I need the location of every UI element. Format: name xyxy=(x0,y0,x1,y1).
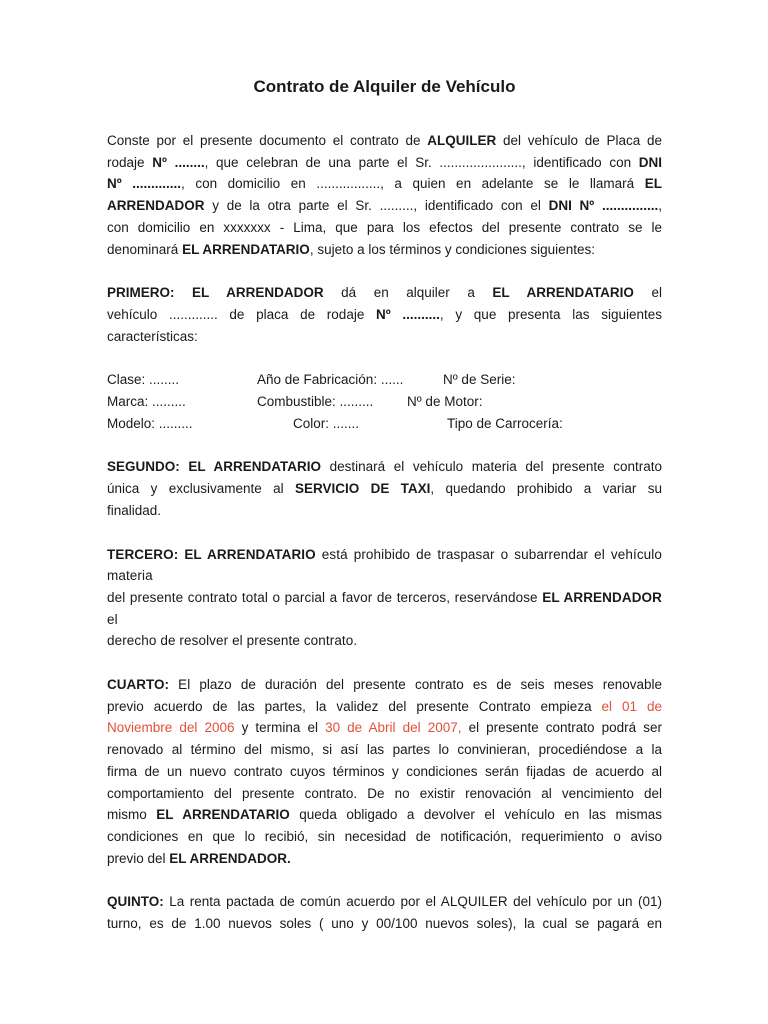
text-line: derecho de resolver el presente contrato. xyxy=(107,633,358,649)
text-line: del presente contrato total o parcial a favor de terceros, reservándose EL ARRENDADOR el xyxy=(107,589,662,627)
vehicle-specs-row xyxy=(107,413,662,435)
text-line: Conste por el presente documento el contrato de ALQUILER del vehículo de Placa de xyxy=(107,133,663,148)
text-line: turno, es de 1.00 nuevos soles ( uno y 00/100 nuevos soles), la cual se pagará en xyxy=(107,916,662,932)
text-line: firma de un nuevo contrato cuyos términos y condiciones serán fijadas de acuerdo al xyxy=(107,763,662,779)
text-line: renovado al término del mismo, si así las partes lo convinieran, procediéndose a la xyxy=(107,742,662,758)
spec-marca: Marca: ......... xyxy=(107,394,186,410)
vehicle-specs-table xyxy=(107,369,662,434)
spec-numero-serie: Nº de Serie: xyxy=(443,372,516,388)
spec-modelo: Modelo: ......... xyxy=(107,415,193,431)
text-line: finalidad. xyxy=(107,502,162,518)
spec-numero-motor: Nº de Motor: xyxy=(407,394,483,410)
vehicle-specs-row xyxy=(107,369,662,391)
text-line: rodaje Nº ........, que celebran de una parte el Sr. ......................, identificado con DNI xyxy=(107,154,663,170)
vehicle-specs-row xyxy=(107,391,662,413)
text-line: previo del EL ARRENDADOR. xyxy=(107,850,291,866)
text-line: con domicilio en xxxxxxx - Lima, que para los efectos del presente contrato se le xyxy=(107,219,662,235)
spec-clase: Clase: ........ xyxy=(107,372,180,388)
text-line: Noviembre del 2006 y termina el 30 de Abril del 2007, el presente contrato podrá ser xyxy=(107,720,662,736)
text-line: TERCERO: EL ARRENDATARIO está prohibido de traspasar o subarrendar el vehículo materia xyxy=(107,546,662,584)
text-line: CUARTO: El plazo de duración del presente contrato es de seis meses renovable xyxy=(107,677,662,693)
text-line: ARRENDADOR y de la otra parte el Sr. ........., identificado con el DNI Nº ..............., xyxy=(107,198,662,214)
spec-tipo-carroceria: Tipo de Carrocería: xyxy=(447,415,563,431)
spec-combustible: Combustible: ......... xyxy=(257,394,374,410)
clause-tercero xyxy=(107,544,662,653)
text-line: condiciones en que lo recibió, sin necesidad de notificación, requerimiento o aviso xyxy=(107,828,662,844)
spec-ano-fabricacion: Año de Fabricación: ...... xyxy=(257,372,404,388)
text-line: Nº ............., con domicilio en ................., a quien en adelante se le llamará EL xyxy=(107,176,662,192)
spec-color: Color: ....... xyxy=(293,415,360,431)
clause-segundo xyxy=(107,456,662,521)
text-line: PRIMERO: EL ARRENDADOR dá en alquiler a EL ARRENDATARIO el xyxy=(107,285,662,301)
text-line: SEGUNDO: EL ARRENDATARIO destinará el vehículo materia del presente contrato xyxy=(107,459,662,475)
text-line: características: xyxy=(107,328,198,344)
clause-cuarto xyxy=(107,674,662,869)
document-title: Contrato de Alquiler de Vehículo xyxy=(253,77,516,96)
text-line: comportamiento del presente contrato. De no existir renovación al vencimiento del xyxy=(107,785,662,801)
text-line: previo acuerdo de las partes, la validez del presente Contrato empieza el 01 de xyxy=(107,698,663,714)
text-line: QUINTO: La renta pactada de común acuerdo por el ALQUILER del vehículo por un (01) xyxy=(107,894,662,910)
clause-primero xyxy=(107,282,662,347)
text-line: única y exclusivamente al SERVICIO DE TAXI, quedando prohibido a variar su xyxy=(107,481,663,497)
text-line: denominará EL ARRENDATARIO, sujeto a los términos y condiciones siguientes: xyxy=(107,241,595,257)
text-line: mismo EL ARRENDATARIO queda obligado a devolver el vehículo en las mismas xyxy=(107,807,663,823)
clause-quinto xyxy=(107,891,662,934)
text-line: vehículo ............. de placa de rodaje Nº .........., y que presenta las siguientes xyxy=(107,306,662,322)
clause-intro xyxy=(107,130,662,260)
